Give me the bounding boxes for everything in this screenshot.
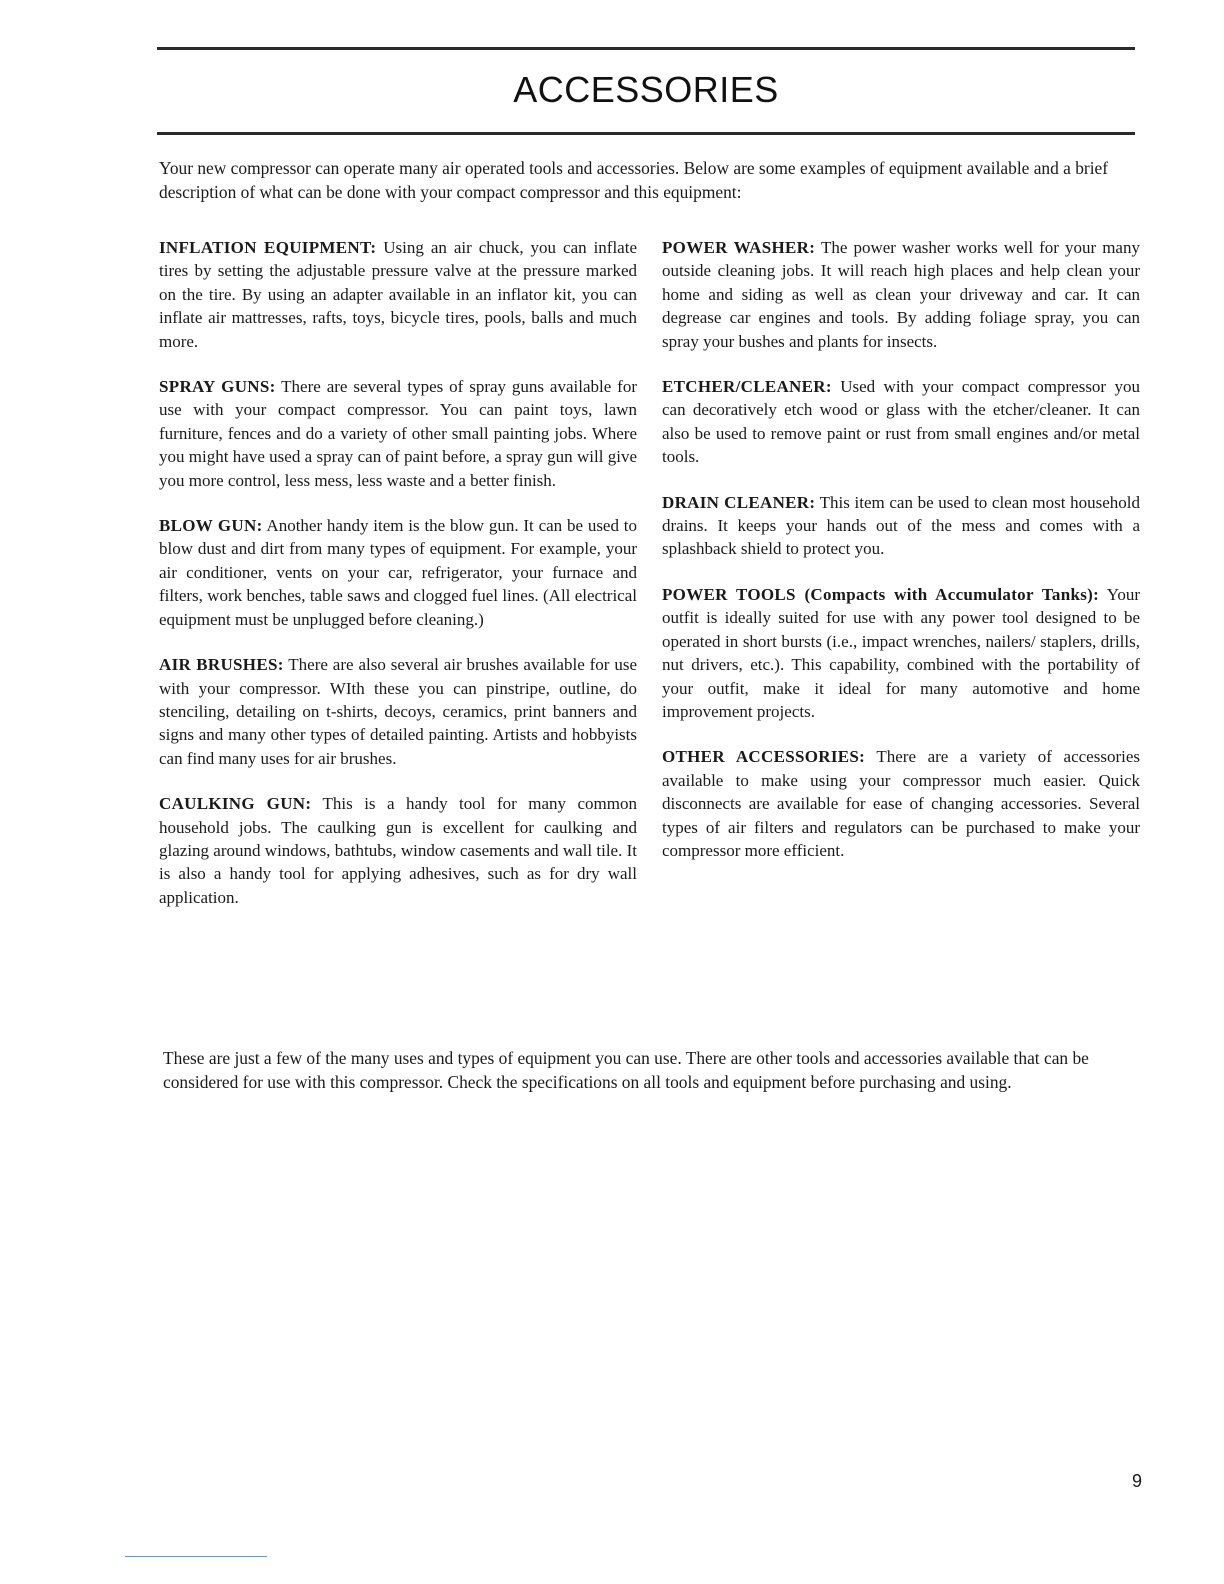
section-text: There are also several air brushes available for use with your compressor. WIth these you can pinstripe, outline, do stenciling, detailing on t-shirts, decoys, ceramics, print banners and signs and many other types of detailed painting. Artists and hobbyists can find many uses for air brushes. (159, 655, 637, 768)
section-label: ETCHER/CLEANER: (662, 377, 832, 397)
section-text: This is a handy tool for many common household jobs. The caulking gun is excellent for caulking and glazing around windows, bathtubs, window casements and wall tile. It is also a handy tool for applying adhesives, such as for dry wall application. (159, 794, 637, 907)
section-text: Used with your compact compressor you can decoratively etch wood or glass with the etcher/cleaner. It can also be used to remove paint or rust from small engines and/or metal tools. (662, 377, 1140, 467)
section-air-brushes (159, 653, 637, 770)
section-power-tools (662, 583, 1140, 723)
page-number: 9 (1131, 1471, 1142, 1491)
section-label: POWER WASHER: (662, 238, 816, 257)
section-label: OTHER ACCESSORIES: (662, 747, 866, 767)
right-column (662, 236, 1140, 884)
top-rule (157, 47, 1135, 50)
intro-paragraph: Your new compressor can operate many air operated tools and accessories. Below are some examples of equipment available and a brief description of what can be done with your compact compressor and this equipment: (159, 158, 1109, 202)
section-text: The power washer works well for your many outside cleaning jobs. It will reach high places and help clean your home and siding as well as clean your driveway and car. It can degrease car engines and tools. By adding foliage spray, you can spray your bushes and plants for insects. (662, 238, 1140, 351)
closing-paragraph: These are just a few of the many uses and types of equipment you can use. There are other tools and accessories available that can be considered for use with this compressor. Check the specifications on all tools and equipment before purchasing and using. (163, 1048, 1089, 1092)
section-text: There are several types of spray guns available for use with your compact compressor. You can paint toys, lawn furniture, fences and do a variety of other small painting jobs. Where you might have used a spray can of paint before, a spray gun will give you more control, less mess, less waste and a better finish. (159, 377, 638, 490)
section-text: There are a variety of accessories available to make using your compressor much easier. Quick disconnects are available for ease of changing accessories. Several types of air filters and regulators can be purchased to make your compressor more efficient. (662, 747, 1140, 860)
section-caulking-gun (159, 792, 637, 909)
section-label: SPRAY GUNS: (159, 377, 276, 397)
section-spray-guns (159, 375, 637, 492)
section-label: DRAIN CLEANER: (662, 492, 816, 512)
section-etcher-cleaner (662, 375, 1140, 469)
section-blow-gun (159, 514, 637, 631)
section-power-washer (662, 236, 1140, 353)
section-text: Using an air chuck, you can inflate tires by setting the adjustable pressure valve at the pressure marked on the tire. By using an adapter available in an inflator kit, you can inflate air mattresses, rafts, toys, bicycle tires, pools, balls and much more. (159, 238, 637, 351)
scan-artifact-line (125, 1556, 267, 1557)
bottom-rule (157, 132, 1135, 135)
section-inflation-equipment (159, 236, 637, 353)
section-text: Another handy item is the blow gun. It can be used to blow dust and dirt from many types of equipment. For example, your air conditioner, vents on your car, refrigerator, your furnace and filters, work benches, table saws and clogged fuel lines. (All electrical equipment must be unplugged before cleaning.) (159, 516, 638, 629)
section-label: BLOW GUN: (159, 516, 263, 536)
section-label: INFLATION EQUIPMENT: (159, 238, 377, 257)
section-other-accessories (662, 745, 1140, 862)
section-text: Your outfit is ideally suited for use with any power tool designed to be operated in short bursts (i.e., impact wrenches, nailers/ staplers, drills, nut drivers, etc.). This capability, combined with the portability of your outfit, make it ideal for many automotive and home improvement projects. (662, 584, 1141, 721)
section-label: AIR BRUSHES: (159, 655, 284, 675)
page-title: ACCESSORIES (513, 69, 779, 110)
section-text: This item can be used to clean most household drains. It keeps your hands out of the mess and comes with a splashback shield to protect you. (662, 492, 1140, 559)
section-label: CAULKING GUN: (159, 794, 312, 814)
section-label: POWER TOOLS (Compacts with Accumulator Tanks): (662, 584, 1100, 604)
left-column (159, 236, 637, 931)
section-drain-cleaner (662, 491, 1140, 561)
